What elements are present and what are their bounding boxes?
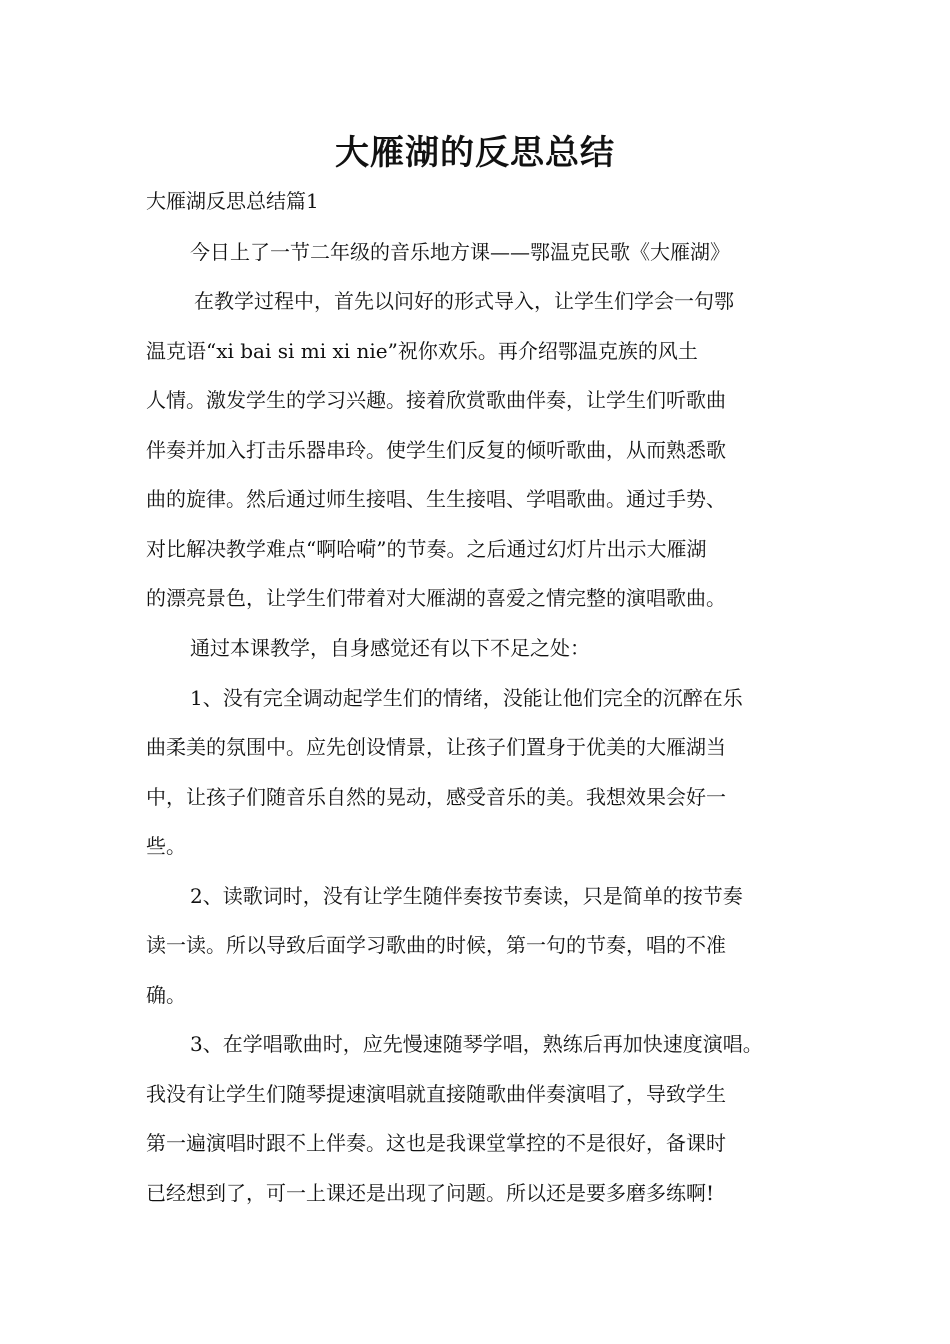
text-line: 读一读。所以导致后面学习歌曲的时候，第一句的节奏，唱的不准 — [146, 933, 726, 957]
text-line: 第一遍演唱时跟不上伴奏。这也是我课堂掌控的不是很好，备课时 — [146, 1131, 726, 1155]
section-heading: 大雁湖反思总结篇1 — [146, 189, 319, 213]
text-line: 对比解决教学难点“啊哈嗬”的节奏。之后通过幻灯片出示大雁湖 — [146, 537, 707, 561]
text-line: 我没有让学生们随琴提速演唱就直接随歌曲伴奏演唱了，导致学生 — [146, 1082, 726, 1106]
document-title: 大雁湖的反思总结 — [335, 133, 615, 173]
text-line: 3、在学唱歌曲时，应先慢速随琴学唱，熟练后再加快速度演唱。 — [190, 1032, 763, 1056]
text-line: 温克语“xi bai si mi xi nie”祝你欢乐。再介绍鄂温克族的风土 — [146, 339, 698, 363]
text-line: 些。 — [146, 834, 186, 858]
text-line: 1、没有完全调动起学生们的情绪，没能让他们完全的沉醉在乐 — [190, 686, 743, 710]
text-line: 伴奏并加入打击乐器串玲。使学生们反复的倾听歌曲，从而熟悉歌 — [146, 438, 726, 462]
text-line: 2、读歌词时，没有让学生随伴奏按节奏读，只是简单的按节奏 — [190, 884, 743, 908]
text-line: 确。 — [146, 983, 186, 1007]
text-line: 中，让孩子们随音乐自然的晃动，感受音乐的美。我想效果会好一 — [146, 785, 726, 809]
text-line: 曲柔美的氛围中。应先创设情景，让孩子们置身于优美的大雁湖当 — [146, 735, 726, 759]
text-line: 的漂亮景色，让学生们带着对大雁湖的喜爱之情完整的演唱歌曲。 — [146, 586, 726, 610]
text-line: 已经想到了，可一上课还是出现了问题。所以还是要多磨多练啊! — [146, 1181, 715, 1205]
text-line: 通过本课教学，自身感觉还有以下不足之处： — [190, 636, 590, 660]
text-line: 人情。激发学生的学习兴趣。接着欣赏歌曲伴奏，让学生们听歌曲 — [146, 388, 726, 412]
text-line: 曲的旋律。然后通过师生接唱、生生接唱、学唱歌曲。通过手势、 — [146, 487, 726, 511]
text-line: 在教学过程中，首先以问好的形式导入，让学生们学会一句鄂 — [194, 289, 734, 313]
text-line: 今日上了一节二年级的音乐地方课——鄂温克民歌《大雁湖》 — [190, 240, 730, 264]
